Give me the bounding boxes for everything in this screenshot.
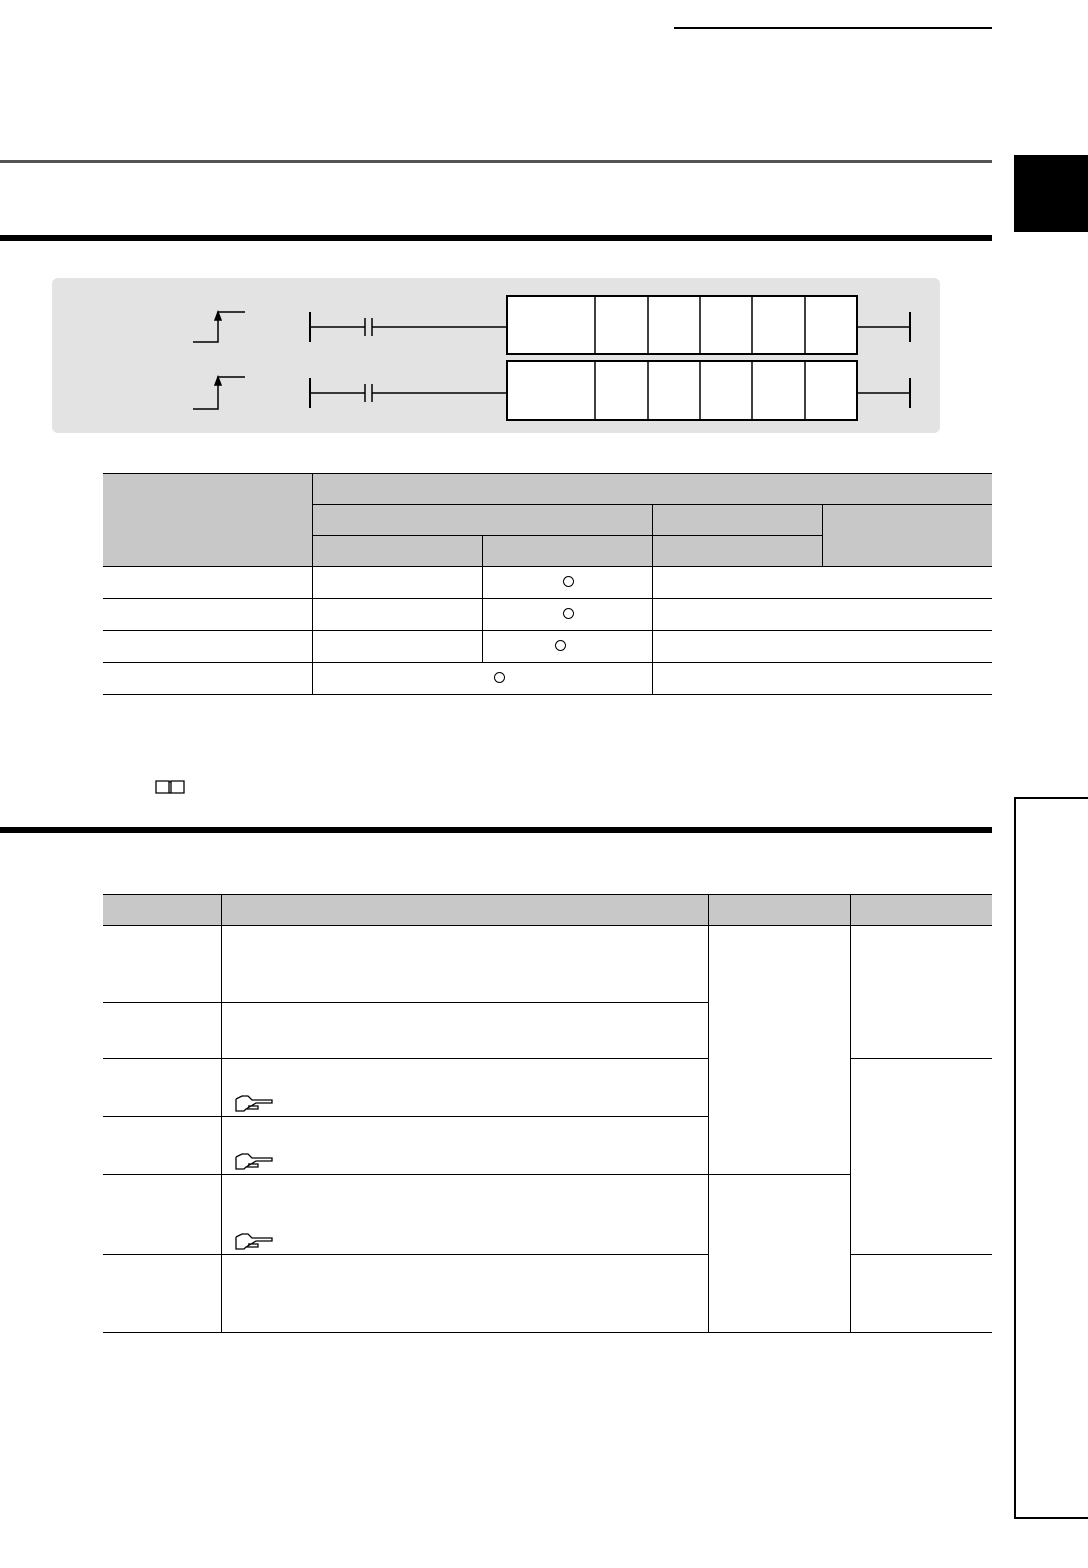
usable-circle-icon bbox=[555, 640, 566, 651]
applicable-device-table bbox=[103, 473, 992, 695]
table-row bbox=[103, 663, 992, 695]
table-row bbox=[103, 1059, 992, 1117]
section-bottom-rule bbox=[0, 235, 992, 241]
table-row bbox=[103, 631, 992, 663]
ladder-row-2 bbox=[193, 361, 910, 420]
rising-edge-arrow-2 bbox=[215, 377, 221, 385]
table-header-cell bbox=[822, 505, 992, 567]
table-header-cell bbox=[708, 895, 850, 926]
rising-edge-arrow-1 bbox=[215, 312, 221, 320]
table-header-cell bbox=[652, 536, 822, 567]
table-header-cell bbox=[850, 895, 992, 926]
ladder-row-1 bbox=[193, 296, 910, 354]
table-row bbox=[103, 926, 992, 1003]
table-header-cell bbox=[312, 474, 992, 505]
usable-circle-icon bbox=[494, 672, 505, 683]
section-rule-2 bbox=[0, 827, 992, 833]
pointing-hand-icon bbox=[234, 1151, 274, 1171]
table-header-cell bbox=[312, 536, 482, 567]
table-header-cell bbox=[103, 474, 312, 567]
header-rule bbox=[674, 27, 992, 29]
table-header-cell bbox=[221, 895, 708, 926]
section-top-rule bbox=[0, 160, 992, 163]
book-icon bbox=[154, 779, 186, 800]
table-header-cell bbox=[482, 536, 652, 567]
ladder-diagram bbox=[52, 278, 940, 433]
side-index-box bbox=[1014, 797, 1088, 1519]
table-header-cell bbox=[652, 505, 822, 536]
table-header-cell bbox=[312, 505, 652, 536]
table-header-cell bbox=[103, 895, 221, 926]
table-row bbox=[103, 1255, 992, 1333]
setting-data-table bbox=[103, 894, 992, 1333]
pointing-hand-icon bbox=[234, 1093, 274, 1113]
usable-circle-icon bbox=[563, 576, 574, 587]
chapter-tab bbox=[1014, 155, 1088, 232]
pointing-hand-icon bbox=[234, 1231, 274, 1251]
table-row bbox=[103, 599, 992, 631]
ladder-diagram-panel bbox=[52, 278, 940, 433]
table-row bbox=[103, 567, 992, 599]
usable-circle-icon bbox=[563, 608, 574, 619]
